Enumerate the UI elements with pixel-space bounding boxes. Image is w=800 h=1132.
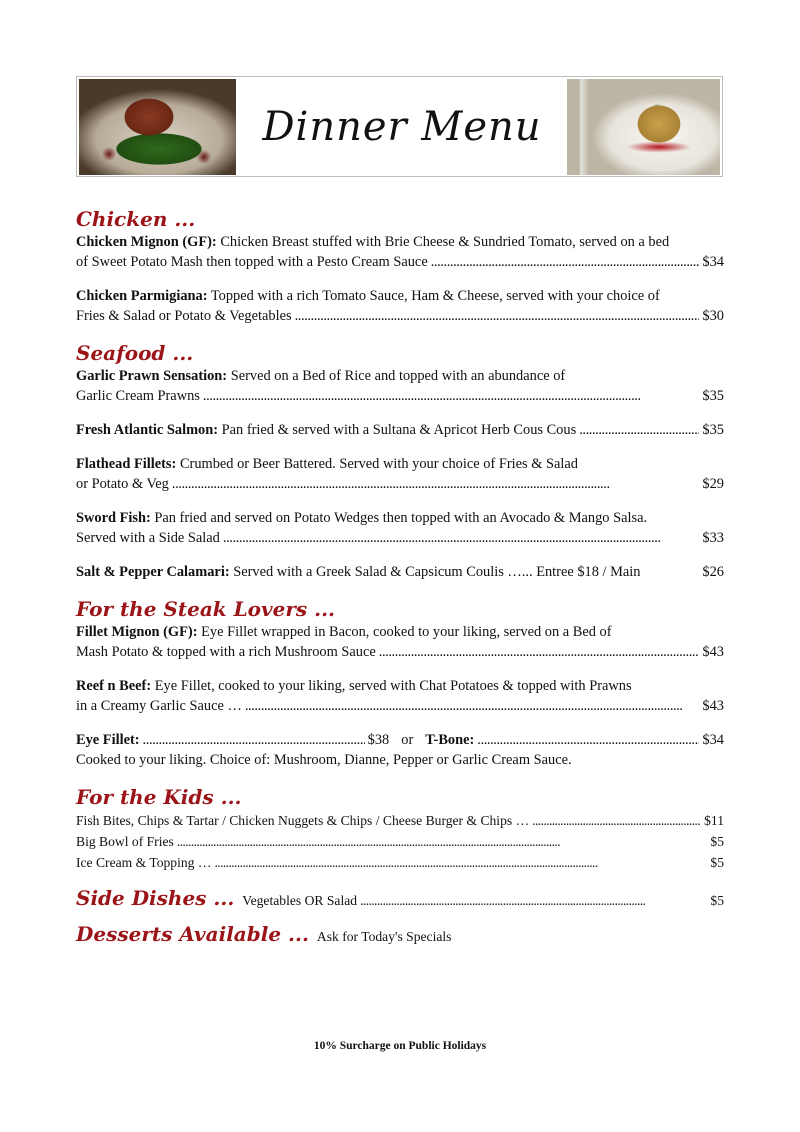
menu-item — [76, 366, 724, 406]
item-name: Eye Fillet: — [76, 732, 140, 748]
kids-item — [76, 852, 724, 873]
leader-dots — [172, 474, 700, 494]
leader-dots — [379, 642, 700, 662]
leader-dots — [223, 528, 700, 548]
menu-item — [76, 286, 724, 326]
desserts-text: Ask for Today's Specials — [316, 929, 452, 944]
menu-item — [76, 454, 724, 494]
section-title-sides: Side Dishes ... — [76, 886, 235, 910]
item-name: Garlic Prawn Sensation: — [76, 368, 228, 384]
item-description: Chicken Breast stuffed with Brie Cheese & Sundried Tomato, served on a bed — [220, 234, 670, 250]
item-name: Chicken Mignon (GF): — [76, 234, 217, 250]
section-steak — [76, 596, 724, 770]
section-chicken — [76, 206, 724, 326]
leader-dots — [431, 252, 700, 272]
or-separator: or — [401, 732, 414, 748]
section-title-steak: For the Steak Lovers ... — [76, 597, 335, 621]
item-description: Served with a Greek Salad & Capsicum Coulis …... Entree $18 / Main — [233, 564, 641, 580]
menu-item — [76, 622, 724, 662]
item-description: Pan fried and served on Potato Wedges then topped with an Avocado & Mango Salsa. — [154, 510, 648, 526]
section-title-chicken: Chicken ... — [76, 207, 196, 231]
item-description-cont: Served with a Side Salad — [76, 530, 220, 546]
leader-dots — [295, 306, 700, 326]
leader-dots — [143, 730, 365, 750]
item-price: $35 — [702, 388, 724, 404]
item-description: Topped with a rich Tomato Sauce, Ham & Cheese, served with your choice of — [210, 288, 660, 304]
kids-item-text: Ice Cream & Topping … — [76, 855, 212, 870]
kids-item — [76, 831, 724, 852]
section-title-seafood: Seafood ... — [76, 341, 194, 365]
kids-item-price: $11 — [704, 813, 724, 828]
item-description: Crumbed or Beer Battered. Served with your choice of Fries & Salad — [179, 456, 578, 472]
item-name: Fresh Atlantic Salmon: — [76, 422, 219, 438]
item-price: $29 — [702, 476, 724, 492]
section-seafood — [76, 340, 724, 582]
menu-item — [76, 562, 724, 582]
item-name: Reef n Beef: — [76, 678, 152, 694]
sides-text: Vegetables OR Salad — [242, 893, 358, 908]
kids-item-price: $5 — [710, 834, 724, 849]
section-sides — [76, 885, 724, 911]
item-description-cont: of Sweet Potato Mash then topped with a Pesto Cream Sauce — [76, 254, 428, 270]
leader-dots — [532, 810, 701, 831]
menu-content — [76, 206, 724, 947]
menu-item — [76, 232, 724, 272]
item-name-tbone: T-Bone: — [425, 732, 475, 748]
item-name: Salt & Pepper Calamari: — [76, 564, 230, 580]
menu-item — [76, 508, 724, 548]
item-description: Eye Fillet wrapped in Bacon, cooked to your liking, served on a Bed of — [201, 624, 612, 640]
item-price: $26 — [702, 564, 724, 580]
dessert-dish-photo — [567, 79, 720, 175]
item-price: $30 — [702, 308, 724, 324]
kids-item-price: $5 — [710, 855, 724, 870]
item-description: Pan fried & served with a Sultana & Apricot Herb Cous Cous — [221, 422, 577, 438]
leader-dots — [245, 696, 700, 716]
item-description-cont: in a Creamy Garlic Sauce … — [76, 698, 242, 714]
kids-item — [76, 810, 724, 831]
roast-dish-photo — [79, 79, 236, 175]
leader-dots — [360, 891, 707, 911]
sides-price: $5 — [710, 893, 724, 908]
item-price: $43 — [702, 698, 724, 714]
item-price: $38 — [367, 732, 390, 748]
leader-dots — [203, 386, 700, 406]
item-description: Eye Fillet, cooked to your liking, served with Chat Potatoes & topped with Prawns — [154, 678, 632, 694]
menu-item — [76, 420, 724, 440]
item-name: Chicken Parmigiana: — [76, 288, 208, 304]
section-title-kids: For the Kids ... — [76, 785, 242, 809]
item-price-tbone: $34 — [702, 732, 724, 748]
item-description-cont: Mash Potato & topped with a rich Mushroom Sauce — [76, 644, 376, 660]
item-description-cont: or Potato & Veg — [76, 476, 169, 492]
item-price: $35 — [702, 422, 724, 438]
item-price: $43 — [702, 644, 724, 660]
menu-item — [76, 676, 724, 716]
leader-dots — [579, 420, 699, 440]
item-name: Fillet Mignon (GF): — [76, 624, 198, 640]
item-description-cont: Garlic Cream Prawns — [76, 388, 200, 404]
item-description: Served on a Bed of Rice and topped with an abundance of — [230, 368, 566, 384]
leader-dots — [214, 852, 707, 873]
section-kids — [76, 784, 724, 873]
section-desserts — [76, 921, 724, 947]
item-name: Flathead Fillets: — [76, 456, 177, 472]
item-name: Sword Fish: — [76, 510, 151, 526]
menu-banner — [76, 76, 723, 177]
section-title-desserts: Desserts Available ... — [76, 922, 309, 946]
leader-dots — [177, 831, 708, 852]
item-price: $34 — [702, 254, 724, 270]
leader-dots — [477, 730, 699, 750]
menu-title: Dinner Menu — [262, 103, 542, 150]
kids-item-text: Fish Bites, Chips & Tartar / Chicken Nuggets & Chips / Cheese Burger & Chips … — [76, 813, 530, 828]
item-description-cont: Fries & Salad or Potato & Vegetables — [76, 308, 292, 324]
item-price: $33 — [702, 530, 724, 546]
menu-item-eye-fillet — [76, 730, 724, 770]
surcharge-note: 10% Surcharge on Public Holidays — [313, 1040, 487, 1052]
kids-item-text: Big Bowl of Fries — [76, 834, 174, 849]
item-note: Cooked to your liking. Choice of: Mushroom, Dianne, Pepper or Garlic Cream Sauce. — [76, 752, 572, 768]
